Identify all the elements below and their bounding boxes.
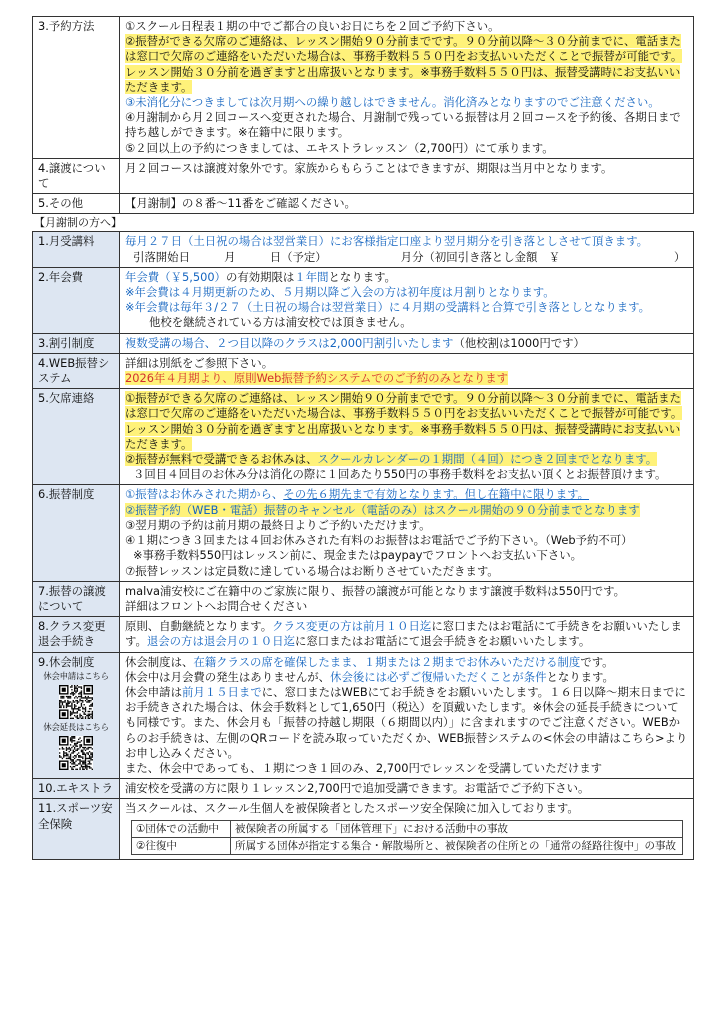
rule-label-cell bbox=[33, 799, 120, 859]
rule-body-cell bbox=[120, 617, 694, 652]
rule-paragraph bbox=[125, 196, 688, 211]
rule-text: 休会後には必ずご復帰いただくことが条件 bbox=[330, 669, 547, 684]
monthly-section-title: 【月謝制の方へ】 bbox=[34, 216, 122, 230]
rule-label-cell bbox=[33, 267, 120, 333]
rule-text: 在籍クラスの席を確保したまま、１期または２期までお休みいただける制度 bbox=[193, 654, 581, 669]
rule-text: に窓口またはお電話にて手続きをお願いいたします。 bbox=[125, 619, 682, 649]
rule-text: となります。 bbox=[328, 269, 396, 284]
rule-label-cell bbox=[33, 17, 120, 159]
rule-text: 【月謝制】の８番～11番をご確認ください。 bbox=[125, 196, 356, 211]
rule-body-cell bbox=[120, 799, 694, 859]
qr-block bbox=[38, 672, 114, 719]
rule-text: 休会申請は bbox=[125, 684, 182, 699]
rule-text: クラス変更の方は前月１０日迄 bbox=[272, 619, 432, 634]
rule-paragraph bbox=[125, 670, 688, 685]
rule-text: ④月謝制から月２回コースへ変更された場合、月謝制で残っている振替は月２回コースを予約後、各期日まで持ち越しができます。※在籍中に限ります。 bbox=[125, 110, 681, 140]
rule-text: ①振替はお休みされた期から、 bbox=[125, 487, 284, 502]
rule-row bbox=[33, 617, 694, 652]
rule-row bbox=[33, 485, 694, 581]
rule-label-cell bbox=[33, 232, 120, 267]
rule-text: 毎月２７日（土日祝の場合は翌営業日）にお客様指定口座より翌月期分を引き落としさせて頂きます。 bbox=[125, 234, 649, 249]
rule-paragraph bbox=[125, 533, 688, 548]
rule-body-cell bbox=[120, 267, 694, 333]
rule-paragraph bbox=[125, 685, 688, 761]
rule-paragraph bbox=[125, 487, 688, 502]
rule-body-cell bbox=[120, 232, 694, 267]
rule-paragraph bbox=[125, 250, 688, 265]
qr-caption: 休会延長はこちら bbox=[43, 722, 109, 733]
rule-label: 3.割引制度 bbox=[38, 335, 95, 350]
rule-label-cell bbox=[33, 617, 120, 652]
rule-body-cell bbox=[120, 17, 694, 159]
rule-text: ②振替が無料で受講できるお休みは、 bbox=[125, 452, 318, 467]
rule-paragraph bbox=[125, 584, 688, 599]
page bbox=[32, 16, 694, 860]
rule-paragraph bbox=[125, 564, 688, 579]
rule-row bbox=[33, 799, 694, 859]
rule-text: スクールカレンダーの１期間（４回）につき２回までとなります。 bbox=[317, 452, 658, 467]
rule-label: 5.その他 bbox=[38, 196, 84, 211]
rule-label-cell bbox=[33, 389, 120, 485]
rule-text: また、休会中であっても、１期につき１回のみ、2,700円でレッスンを受講していただけます bbox=[125, 760, 603, 775]
rule-text: ①スクール日程表１期の中でご都合の良いお日にちを２回ご予約下さい。 bbox=[125, 19, 500, 33]
rule-body-cell bbox=[120, 194, 694, 214]
rule-paragraph bbox=[125, 391, 688, 452]
rule-row bbox=[33, 267, 694, 333]
rule-row bbox=[33, 17, 694, 159]
rule-paragraph bbox=[125, 655, 688, 670]
rule-text: 退会の方は退会月の１０日迄 bbox=[146, 634, 295, 649]
rule-text: でフロントへお支払い下さい。 bbox=[422, 548, 582, 563]
rule-label: 5.欠席連絡 bbox=[38, 391, 95, 406]
rule-row bbox=[33, 652, 694, 779]
insurance-description: 被保険者の所属する「団体管理下」における活動中の事故 bbox=[231, 820, 683, 837]
leave-application-qr-code[interactable] bbox=[59, 685, 93, 719]
monthly-rules-table bbox=[32, 231, 694, 859]
rule-label: 2.年会費 bbox=[38, 269, 84, 284]
insurance-coverage-table bbox=[131, 820, 683, 855]
rule-body-cell bbox=[120, 581, 694, 616]
rule-label: 6.振替制度 bbox=[38, 487, 95, 502]
rule-row bbox=[33, 333, 694, 353]
rule-paragraph bbox=[125, 781, 688, 796]
rule-text: ⑤２回以上の予約につきましては、エキストラレッスン（2,700円）にて承ります。 bbox=[125, 140, 554, 155]
insurance-row bbox=[132, 837, 683, 854]
rule-text: です。 bbox=[580, 654, 614, 669]
rule-body-cell bbox=[120, 158, 694, 193]
rule-text: ②振替予約（WEB・電話）振替のキャンセル（電話のみ）はスクール開始の９０分前までとなります bbox=[125, 502, 640, 517]
leave-extension-qr-code[interactable] bbox=[59, 736, 93, 770]
rule-body-cell bbox=[120, 353, 694, 388]
rule-label-cell bbox=[33, 779, 120, 799]
insurance-row bbox=[132, 820, 683, 837]
qr-caption: 休会申請はこちら bbox=[43, 671, 109, 682]
rule-label: 7.振替の譲渡について bbox=[38, 583, 106, 613]
rule-text: 当スクールは、スクール生個人を被保険者としたスポーツ安全保険に加入しております。 bbox=[125, 801, 579, 816]
rule-body-cell bbox=[120, 485, 694, 581]
rule-paragraph bbox=[125, 467, 688, 482]
rule-row bbox=[33, 389, 694, 485]
rule-text: の有効期限は bbox=[225, 269, 295, 284]
rule-paragraph bbox=[125, 371, 688, 386]
rule-text: 詳細はフロントへお問合せください bbox=[125, 598, 308, 613]
rule-text: 年会費（￥5,500） bbox=[125, 269, 226, 284]
insurance-description: 所属する団体が指定する集合・解散場所と、被保険者の住所との「通常の経路往復中」の事故 bbox=[231, 837, 683, 854]
rule-row bbox=[33, 779, 694, 799]
rule-paragraph bbox=[125, 110, 688, 140]
rule-row bbox=[33, 194, 694, 214]
rule-label: 1.月受講料 bbox=[38, 234, 95, 249]
rule-text: 浦安校を受講の方に限り１レッスン2,700円で追加受講できます。お電話でご予約下さい。 bbox=[125, 781, 590, 796]
rule-label-cell bbox=[33, 485, 120, 581]
rule-text: 複数受講の場合、２つ目以降のクラスは2,000円割引いたします bbox=[125, 335, 454, 350]
rule-label-cell bbox=[33, 652, 120, 779]
rule-text: malva浦安校にご在籍中のご家族に限り、振替の譲渡が可能となります譲渡手数料は550円です。 bbox=[125, 583, 626, 598]
rule-paragraph bbox=[125, 285, 688, 300]
rule-label: 10.エキストラ bbox=[38, 781, 113, 796]
rule-paragraph bbox=[125, 356, 688, 371]
rule-paragraph bbox=[125, 761, 688, 776]
rule-label: 4.WEB振替システム bbox=[38, 355, 110, 386]
rule-row bbox=[33, 232, 694, 267]
rule-text: 休会制度は、 bbox=[125, 654, 194, 669]
rule-paragraph bbox=[125, 599, 688, 614]
insurance-case: ①団体での活動中 bbox=[132, 820, 231, 837]
rule-text: 引落開始日 月 日（予定） 月分（初回引き落とし金額 ￥ ） bbox=[133, 249, 686, 264]
rule-text: ③翌月期の予約は前月期の最終日よりご予約いただけます。 bbox=[125, 517, 431, 532]
rule-label-cell bbox=[33, 581, 120, 616]
rule-row bbox=[33, 158, 694, 193]
rule-label: 8.クラス変更退会手続き bbox=[38, 619, 106, 649]
reservation-rules-table bbox=[32, 16, 694, 214]
rule-row bbox=[33, 581, 694, 616]
rule-paragraph bbox=[125, 161, 688, 176]
rule-paragraph bbox=[125, 270, 688, 285]
rule-text: ※年会費は４月期更新のため、５月期以降ご入会の方は初年度は月割りとなります。 bbox=[125, 285, 555, 300]
insurance-case: ②往復中 bbox=[132, 837, 231, 854]
rule-label-cell bbox=[33, 333, 120, 353]
rule-text: に、窓口またはWEBにてお手続きをお願いいたします。１６日以降～期末日までにお手続きされた場合は、休会手数料として1,650円（税込）を頂戴いたします。※休会の延長手続きについても同様です。また、休会月も「振替の持越し期限（６期間以内）」に含まれますのでご注意ください。WEBからのお手続きは、左側のQRコードを読み取っていただくか、WEB振替システムの<休会の申請はこちら>よりお申し込みください。 bbox=[125, 684, 688, 760]
rule-text: ※事務手数料550円はレッスン前に、現金または bbox=[133, 548, 381, 563]
rule-paragraph bbox=[125, 503, 688, 518]
rule-label-cell bbox=[33, 353, 120, 388]
rule-paragraph bbox=[125, 518, 688, 533]
rule-paragraph bbox=[125, 336, 688, 351]
rule-paragraph bbox=[125, 141, 688, 156]
rule-text: 前月１５日まで bbox=[181, 684, 262, 699]
rule-label: 9.休会制度 bbox=[38, 654, 95, 669]
rule-text: 原則、自動継続となります。 bbox=[125, 619, 273, 634]
rule-text: となります。 bbox=[546, 669, 614, 684]
rule-paragraph bbox=[125, 95, 688, 110]
rule-label-cell bbox=[33, 158, 120, 193]
rule-text: （他校割は1000円です） bbox=[453, 335, 585, 350]
rule-body-cell bbox=[120, 779, 694, 799]
rule-text: １年間 bbox=[294, 269, 329, 284]
rule-paragraph bbox=[125, 234, 688, 249]
rule-text: 他校を継続されている方は浦安校では頂きません。 bbox=[149, 315, 412, 330]
rule-text: ①振替ができる欠席のご連絡は、レッスン開始９０分前までです。９０分前以降～３０分前までに、電話または窓口で欠席のご連絡をいただいた場合は、事務手数料５５０円をお支払いいただくことで振替が可能です。レッスン開始３０分前を過ぎますと出席扱いとなります。※事務手数料５５０円は、振替受講時にお支払いいただきます。 bbox=[125, 391, 683, 451]
rule-text: 休会中は月会費の発生はありませんが、 bbox=[125, 669, 331, 684]
rule-body-cell bbox=[120, 333, 694, 353]
rule-text: ※年会費は毎年３/２７（土日祝の場合は翌営業日）に４月期の受講料と合算で引き落としとなります。 bbox=[125, 300, 651, 315]
rule-text: 2026年４月期より、原則Web振替予約システムでのご予約のみとなります bbox=[125, 371, 509, 386]
rule-paragraph bbox=[125, 315, 688, 330]
rule-text: 月２回コースは譲渡対象外です。家族からもらうことはできますが、期限は当月中となります。 bbox=[125, 160, 613, 175]
rule-paragraph bbox=[125, 19, 688, 34]
rule-paragraph bbox=[125, 452, 688, 467]
rule-label: 4.譲渡について bbox=[38, 160, 106, 191]
rule-text: paypay bbox=[380, 548, 423, 563]
rule-text: ②振替ができる欠席のご連絡は、レッスン開始９０分前までです。９０分前以降～３０分前までに、電話または窓口で欠席のご連絡をいただいた場合は、事務手数料５５０円をお支払いいただくことで振替が可能です。レッスン開始３０分前を過ぎますと出席扱いとなります。※事務手数料５５０円は、振替受講時にお支払いいただきます。 bbox=[125, 34, 683, 94]
rule-label: 11.スポーツ安全保険 bbox=[38, 801, 113, 831]
rule-body-cell bbox=[120, 652, 694, 779]
rule-label-cell bbox=[33, 194, 120, 214]
rule-text: その先６期先まで有効となります。但し在籍中に限ります。 bbox=[283, 487, 590, 502]
rule-body-cell bbox=[120, 389, 694, 485]
rule-text: ③未消化分につきましては次月期への繰り越しはできません。消化済みとなりますのでご注意ください。 bbox=[125, 95, 660, 110]
rule-paragraph bbox=[125, 34, 688, 95]
rule-paragraph bbox=[125, 548, 688, 563]
rule-paragraph bbox=[125, 300, 688, 315]
rule-paragraph bbox=[125, 801, 688, 816]
rule-text: 詳細は別紙をご参照下さい。 bbox=[125, 355, 274, 370]
rule-text: に窓口またはお電話にて退会手続きをお願いいたします。 bbox=[294, 634, 591, 649]
qr-block bbox=[38, 723, 114, 770]
rule-label: 3.予約方法 bbox=[38, 19, 95, 33]
rule-row bbox=[33, 353, 694, 388]
rule-text: ３回目４回目のお休み分は消化の際に１回あたり550円の事務手数料をお支払い頂くとお振替頂けます。 bbox=[133, 467, 667, 482]
rule-paragraph bbox=[125, 619, 688, 649]
rule-text: ④１期につき３回または４回お休みされた有料のお振替はお電話でご予約下さい。（Web予約不可） bbox=[125, 533, 633, 548]
rule-text: ⑦振替レッスンは定員数に達している場合はお断りさせていただきます。 bbox=[125, 563, 499, 578]
